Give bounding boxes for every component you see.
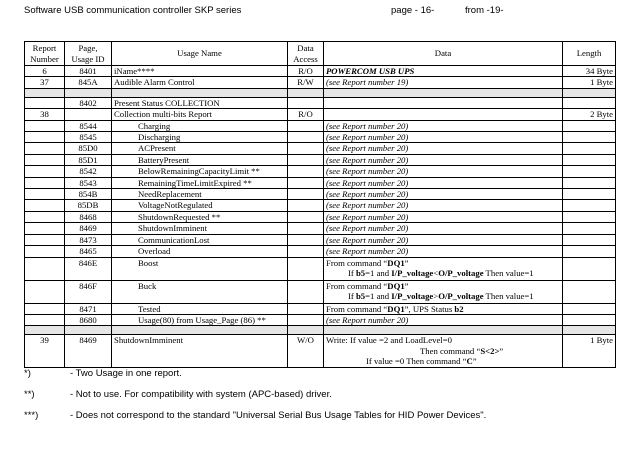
usage-name: Audible Alarm Control	[112, 77, 288, 88]
usage-name: Charging	[112, 120, 288, 131]
table-row	[25, 335, 616, 368]
document-title: Software USB communication controller SKP series	[24, 5, 242, 16]
usage-name: Collection multi-bits Report	[112, 109, 288, 120]
table-row	[25, 223, 616, 234]
usage-id: 8402	[65, 97, 112, 108]
usage-id: 8468	[65, 211, 112, 222]
data-value: From command “DQ1” If b5=1 and I/P_voltage<O/P_voltage Then value=1	[324, 257, 563, 280]
table-row	[25, 120, 616, 131]
page-header	[24, 5, 614, 21]
report-number: 38	[25, 109, 65, 120]
usage-name: ShutdownImminent	[112, 223, 288, 234]
usage-id: 8542	[65, 166, 112, 177]
data-value: (see Report number 20)	[324, 189, 563, 200]
usage-name: Buck	[112, 280, 288, 303]
table-row	[25, 257, 616, 280]
usage-id: 8401	[65, 66, 112, 77]
table-row	[25, 154, 616, 165]
table-row	[25, 211, 616, 222]
table-row	[25, 143, 616, 154]
length-value: 1 Byte	[563, 335, 616, 368]
data-value: (see Report number 20)	[324, 234, 563, 245]
table-row	[25, 77, 616, 88]
table-row	[25, 166, 616, 177]
data-value: From command “DQ1”, UPS Status b2	[324, 303, 563, 314]
usage-name: Boost	[112, 257, 288, 280]
report-number: 6	[25, 66, 65, 77]
table-row	[25, 132, 616, 143]
data-access: R/W	[288, 77, 324, 88]
table-row	[25, 200, 616, 211]
data-value: (see Report number 20)	[324, 132, 563, 143]
usage-id: 8465	[65, 246, 112, 257]
usage-id: 8544	[65, 120, 112, 131]
usage-id: 845A	[65, 77, 112, 88]
table-row	[25, 66, 616, 77]
col-data: Data	[324, 42, 563, 66]
footnote-text: - Two Usage in one report.	[70, 368, 182, 379]
usage-name: Tested	[112, 303, 288, 314]
usage-name: Overload	[112, 246, 288, 257]
usage-name: Discharging	[112, 132, 288, 143]
data-value: (see Report number 20)	[324, 223, 563, 234]
usage-id: 846F	[65, 280, 112, 303]
usage-id: 8469	[65, 223, 112, 234]
table-row	[25, 177, 616, 188]
col-report-number: Report Number	[25, 42, 65, 66]
usage-name: Usage(80) from Usage_Page (86) **	[112, 314, 288, 325]
usage-name: Present Status COLLECTION	[112, 97, 288, 108]
report-number: 37	[25, 77, 65, 88]
data-value: (see Report number 20)	[324, 154, 563, 165]
table-row	[25, 246, 616, 257]
usage-name: VoltageNotRegulated	[112, 200, 288, 211]
col-page-usage-id: Page, Usage ID	[65, 42, 112, 66]
usage-name: RemainingTimeLimitExpired **	[112, 177, 288, 188]
usage-name: CommunicationLost	[112, 234, 288, 245]
footnote-text: - Does not correspond to the standard "Universal Serial Bus Usage Tables for HID Power Devices".	[70, 410, 487, 421]
page-number: page - 16-	[391, 5, 435, 16]
usage-id: 85D1	[65, 154, 112, 165]
usage-id: 8473	[65, 234, 112, 245]
footnote-mark: ***)	[24, 410, 39, 421]
data-value: From command “DQ1” If b5=1 and I/P_voltage>O/P_voltage Then value=1	[324, 280, 563, 303]
usage-id: 846E	[65, 257, 112, 280]
data-value: (see Report number 20)	[324, 200, 563, 211]
table-row	[25, 280, 616, 303]
table-row	[25, 314, 616, 325]
table-row	[25, 303, 616, 314]
report-number: 39	[25, 335, 65, 368]
usage-name: NeedReplacement	[112, 189, 288, 200]
usage-id: 85D0	[65, 143, 112, 154]
usage-id: 8545	[65, 132, 112, 143]
usage-table	[24, 41, 616, 368]
usage-id: 85DB	[65, 200, 112, 211]
footnote-mark: **)	[24, 389, 35, 400]
data-value: POWERCOM USB UPS	[324, 66, 563, 77]
usage-name: iName****	[112, 66, 288, 77]
table-row	[25, 189, 616, 200]
col-usage-name: Usage Name	[112, 42, 288, 66]
data-value: Write: If value =2 and LoadLevel=0 Then command “S<2>” If value =0 Then command “C”	[324, 335, 563, 368]
separator-row	[25, 88, 616, 97]
data-value: (see Report number 20)	[324, 177, 563, 188]
footnote-text: - Not to use. For compatibility with system (APC-based) driver.	[70, 389, 332, 400]
usage-id: 8471	[65, 303, 112, 314]
footnote-mark: *)	[24, 368, 31, 379]
usage-id: 8469	[65, 335, 112, 368]
table-row	[25, 97, 616, 108]
usage-name: BatteryPresent	[112, 154, 288, 165]
data-value: (see Report number 20)	[324, 166, 563, 177]
length-value: 1 Byte	[563, 77, 616, 88]
length-value: 2 Byte	[563, 109, 616, 120]
usage-id: 8543	[65, 177, 112, 188]
data-access: R/O	[288, 109, 324, 120]
usage-name: ACPresent	[112, 143, 288, 154]
length-value: 34 Byte	[563, 66, 616, 77]
data-value: (see Report number 19)	[324, 77, 563, 88]
usage-name: ShutdownImminent	[112, 335, 288, 368]
data-value: (see Report number 20)	[324, 314, 563, 325]
table-row	[25, 234, 616, 245]
data-value: (see Report number 20)	[324, 120, 563, 131]
data-access: R/O	[288, 66, 324, 77]
data-value: (see Report number 20)	[324, 246, 563, 257]
data-access: W/O	[288, 335, 324, 368]
usage-id: 854B	[65, 189, 112, 200]
usage-name: ShutdownRequested **	[112, 211, 288, 222]
table-header-row	[25, 42, 616, 66]
separator-row	[25, 326, 616, 335]
page-total: from -19-	[465, 5, 504, 16]
usage-name: BelowRemainingCapacityLimit **	[112, 166, 288, 177]
table-row	[25, 109, 616, 120]
col-length: Length	[563, 42, 616, 66]
data-value: (see Report number 20)	[324, 143, 563, 154]
usage-id: 8680	[65, 314, 112, 325]
col-data-access: Data Access	[288, 42, 324, 66]
data-value: (see Report number 20)	[324, 211, 563, 222]
